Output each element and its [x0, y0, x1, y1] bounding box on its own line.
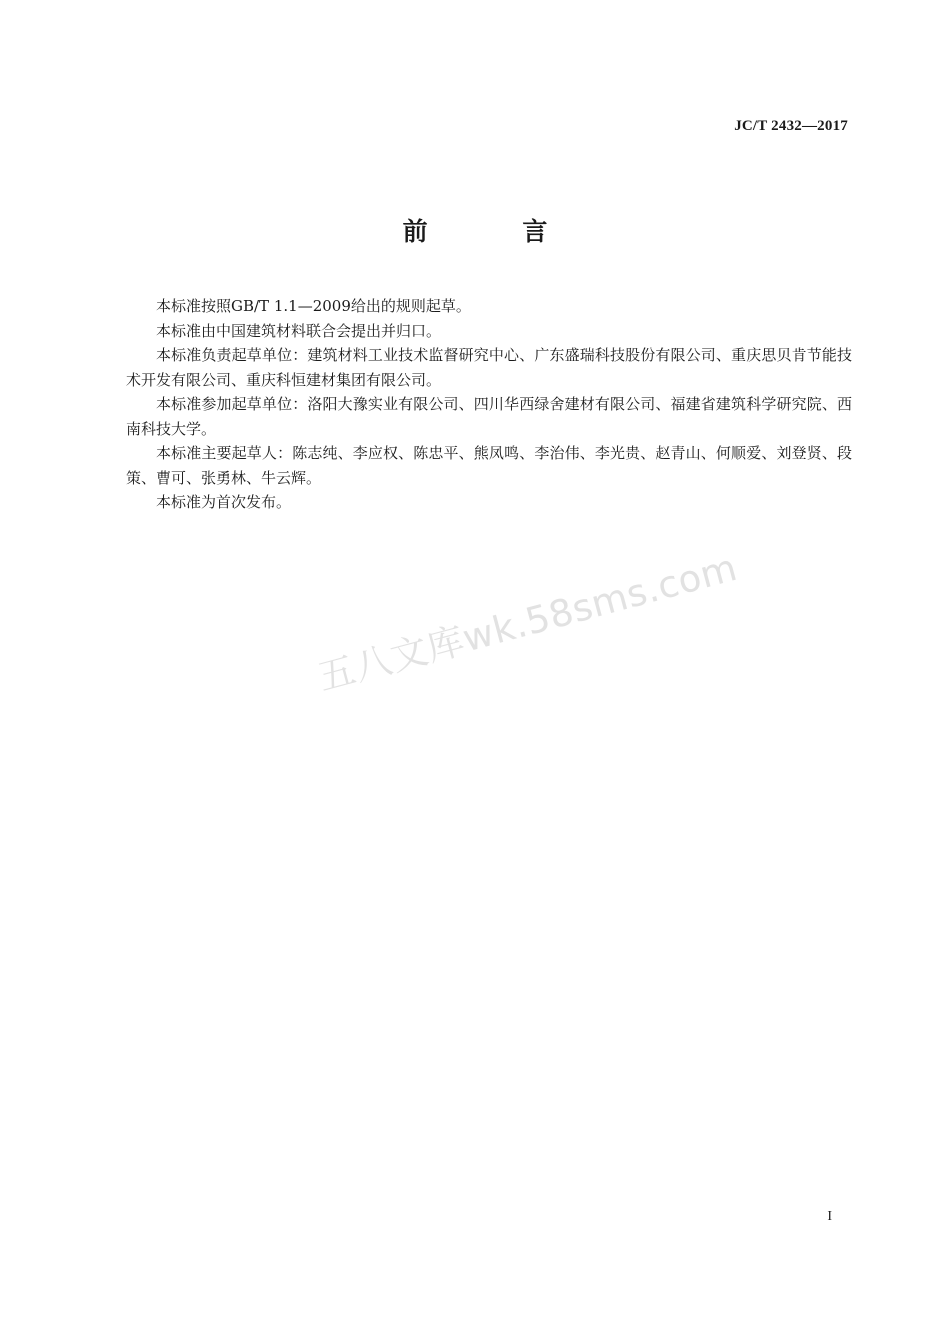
page-number: I — [827, 1209, 832, 1224]
paragraph-drafting-rules: 本标准按照GB/T 1.1—2009给出的规则起草。 — [156, 297, 471, 315]
watermark: 五八文库wk.58sms.com — [313, 545, 742, 700]
foreword-body — [126, 294, 852, 515]
paragraph-participating-units: 本标准参加起草单位：洛阳大豫实业有限公司、四川华西绿舍建材有限公司、福建省建筑科学研究院、西南科技大学。 — [126, 395, 852, 438]
paragraph-responsible-units: 本标准负责起草单位：建筑材料工业技术监督研究中心、广东盛瑞科技股份有限公司、重庆思贝肯节能技术开发有限公司、重庆科恒建材集团有限公司。 — [126, 346, 852, 389]
standard-code: JC/T 2432—2017 — [734, 118, 848, 134]
paragraph-main-drafters: 本标准主要起草人：陈志纯、李应权、陈忠平、熊凤鸣、李治伟、李光贵、赵青山、何顺爱、刘登贤、段策、曹可、张勇林、牛云辉。 — [126, 444, 852, 487]
paragraph-proposer: 本标准由中国建筑材料联合会提出并归口。 — [156, 321, 442, 340]
page-title: 前 言 — [402, 217, 591, 246]
paragraph-first-release: 本标准为首次发布。 — [156, 493, 292, 511]
